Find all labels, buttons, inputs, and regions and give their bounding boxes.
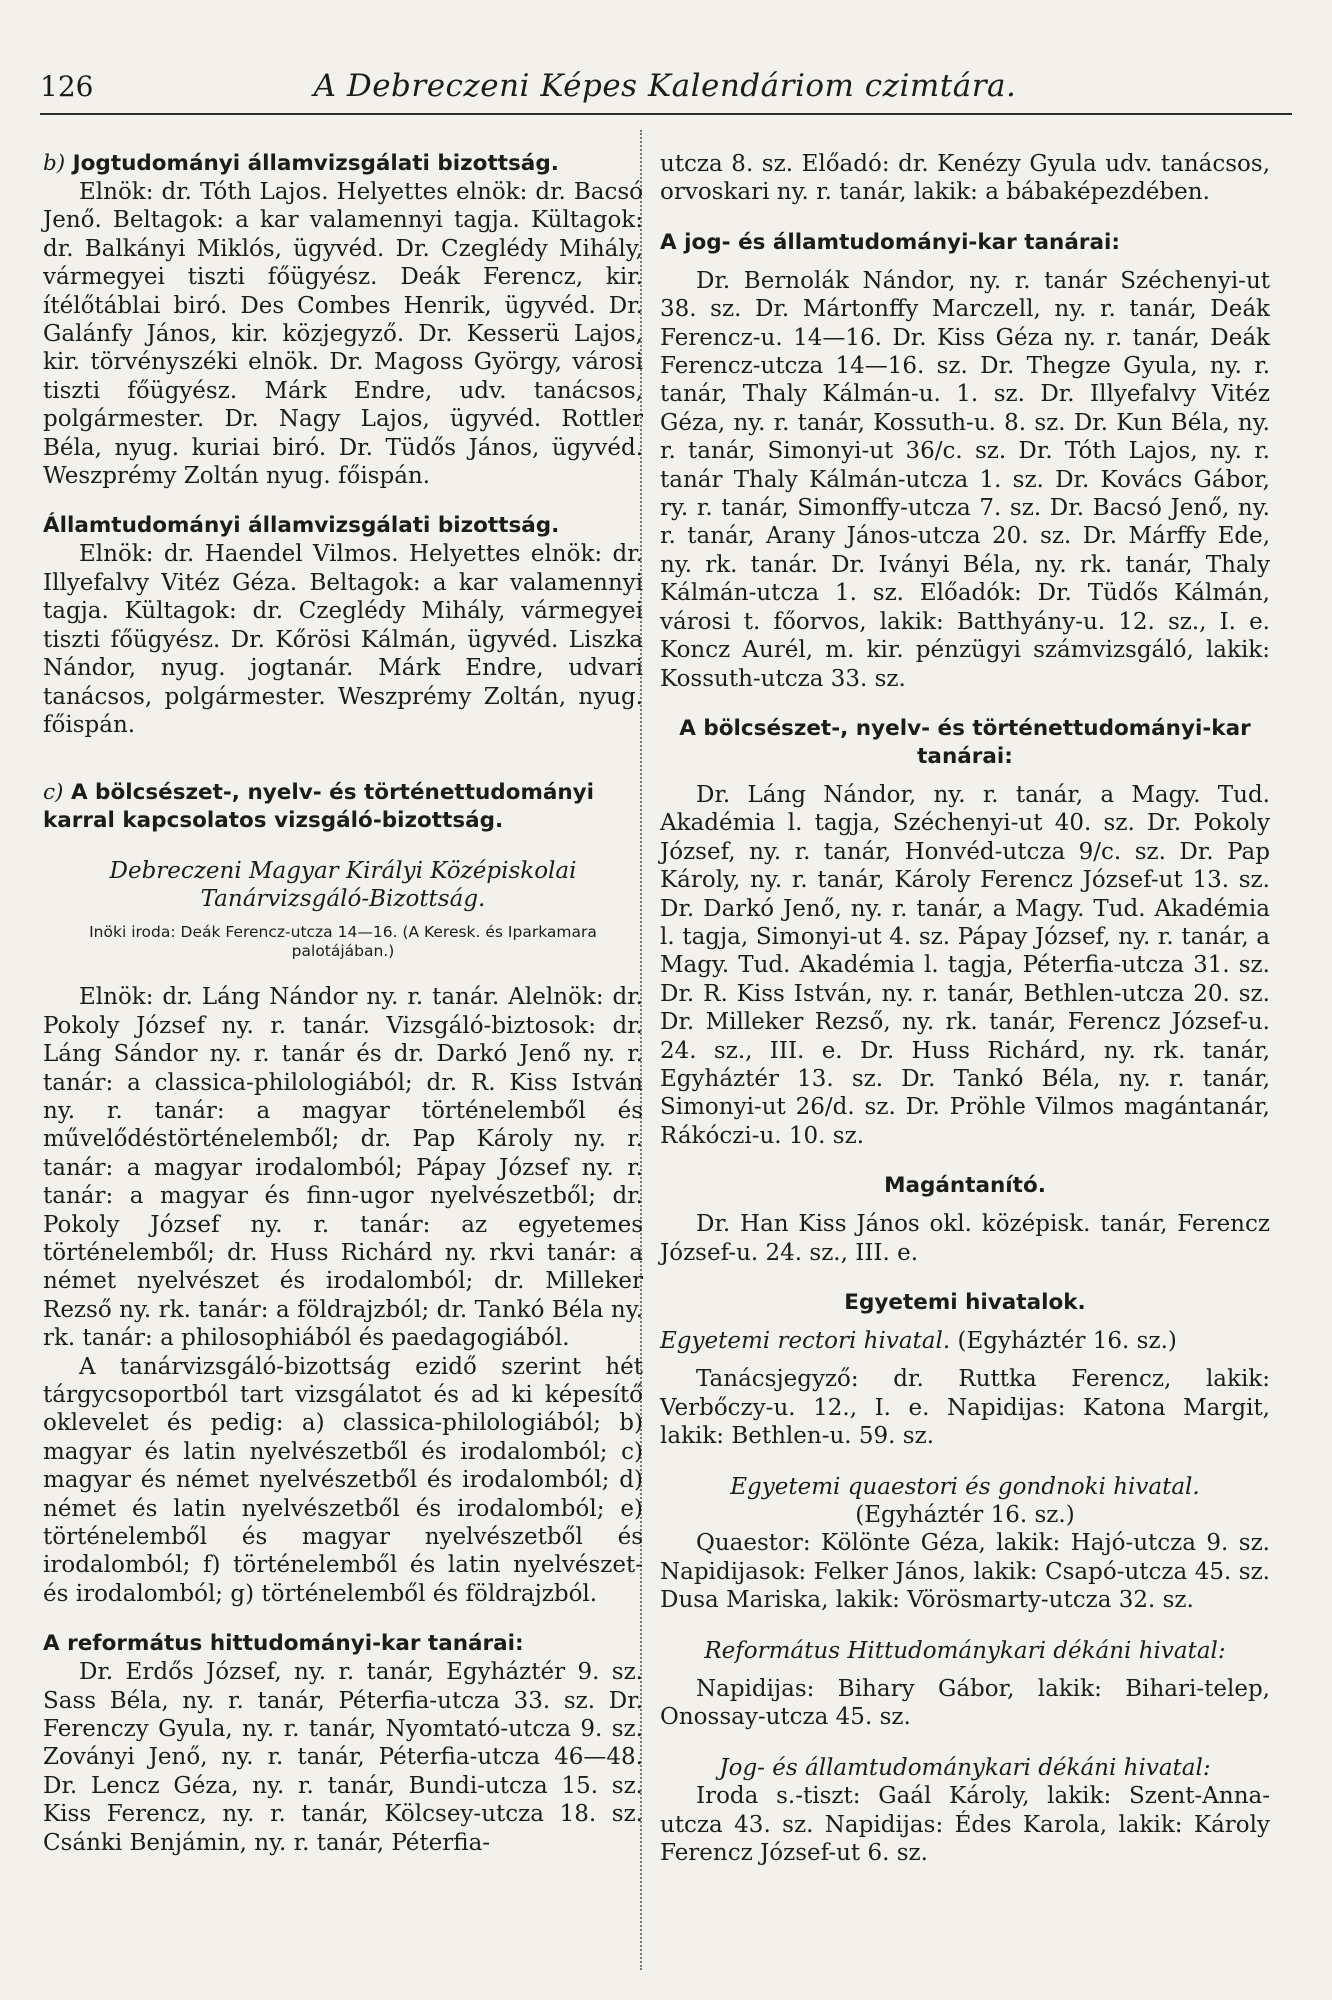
running-title: A Debreczeni Képes Kalendáriom czimtára. [313, 68, 1017, 104]
rector-address: (Egyháztér 16. sz.) [950, 1328, 1177, 1354]
quaestor-address: (Egyháztér 16. sz.) [855, 1502, 1075, 1529]
bolcs-section-title: A bölcsészet-, nyelv- és történettudományi-kar tanárai: [679, 715, 1251, 769]
rector-body: Tanácsjegyző: dr. Ruttka Ferencz, lakik: Verbőczy-u. 12., I. e. Napidijas: Katona Margit, lakik: Bethlen-u. 59. sz. [660, 1366, 1270, 1450]
right-column [660, 140, 1270, 1868]
section-c-body-1: Elnök: dr. Láng Nándor ny. r. tanár. Alelnök: dr. Pokoly József ny. r. tanár. Vizsgáló-biztosok: dr. Láng Sándor ny. r. tanár és dr. Darkó Jenő ny. r. tanár: a classica-philologiából; dr. R. Kiss István ny. r. tanár: a magyar történelemből és művelődéstörténelemből; dr. Pap Károly ny. r. tanár: a magyar irodalomból; Pápay József ny. r. tanár: a magyar és finn-ugor nyelvészetből; dr. Pokoly József ny. r. tanár: az egyetemes történelemből; dr. Huss Richárd ny. rkvi tanár: a német nyelvészet és irodalomból; dr. Milleker Rezső ny. rk. tanár: a földrajzból; dr. Tankó Béla ny. rk. tanár: a philosophiából és paedagogiából. [43, 984, 643, 1352]
office-note: Inöki iroda: Deák Ferencz-utcza 14—16. (A Keresk. és Iparkamara palotájában.) [89, 923, 597, 961]
section-b-title [43, 150, 643, 178]
rector-heading [660, 1327, 1270, 1355]
header-rule [40, 113, 1292, 115]
ref-dekan-title: Református Hittudománykari dékáni hivatal: [704, 1637, 1226, 1664]
page-number: 126 [40, 70, 94, 103]
section-c-title [43, 779, 643, 835]
section-c-subtitle: Debreczeni Magyar Királyi Középiskolai Tanárvizsgáló-Bizottság. [109, 858, 577, 913]
reformatus-section-title: A református hittudományi-kar tanárai: [43, 1631, 524, 1657]
bolcs-section-body: Dr. Láng Nándor, ny. r. tanár, a Magy. Tud. Akadémia l. tagja, Széchenyi-ut 40. sz. Dr. Pokoly József, ny. r. tanár, Honvéd-utcza 9/c. sz. Dr. Pap Károly, ny. r. tanár, Károly Ferencz József-ut 13. sz. Dr. Darkó Jenő, ny. r. tanár, a Magy. Tud. Akadémia l. tagja, Simonyi-ut 4. sz. Pápay József, ny. r. tanár, a Magy. Tud. Akadémia l. tagja, Péterfia-utcza 31. sz. Dr. R. Kiss István, ny. r. tanár, Bethlen-utcza 20. sz. Dr. Milleker Rezső, ny. rk. tanár, Ferencz József-u. 24. sz., III. e. Dr. Huss Richárd, ny. rk. tanár, Egyháztér 13. sz. Dr. Tankó Béla, ny. r. tanár, Simonyi-ut 26/d. sz. Dr. Pröhle Vilmos magántanár, Rákóczi-u. 10. sz. [660, 781, 1270, 1149]
section-b-body: Elnök: dr. Tóth Lajos. Helyettes elnök: dr. Bacsó Jenő. Beltagok: a kar valamennyi tagja. Kültagok: dr. Balkányi Miklós, ügyvéd. Dr. Czeglédy Mihály, vármegyei tiszti főügyész. Deák Ferencz, kir. ítélőtáblai biró. Des Combes Henrik, ügyvéd. Dr. Galánfy János, kir. közjegyző. Dr. Kesserü Lajos, kir. törvényszéki elnök. Dr. Magoss György, városi tiszti főügyész. Márk Endre, udv. tanácsos, polgármester. Dr. Nagy Lajos, ügyvéd. Rottler Béla, nyug. kuriai biró. Dr. Tüdős János, ügyvéd. Weszprémy Zoltán nyug. főispán. [43, 179, 643, 490]
section-c-label: c) [43, 780, 64, 806]
egyetemi-section-title: Egyetemi hivatalok. [844, 1290, 1086, 1315]
jog-dekan-body: Iroda s.-tiszt: Gaál Károly, lakik: Szent-Anna-utcza 43. sz. Napidijas: Édes Karola, lakik: Károly Ferencz József-ut 6. sz. [660, 1783, 1270, 1867]
quaestor-body: Quaestor: Kölönte Géza, lakik: Hajó-utcza 9. sz. Napidijasok: Felker János, lakik: Csapó-utcza 45. sz. Dusa Mariska, lakik: Vörösmarty-utcza 32. sz. [660, 1530, 1270, 1614]
section-b-heading: Jogtudományi államvizsgálati bizottság. [72, 151, 559, 176]
left-column [43, 140, 643, 1857]
quaestor-title: Egyetemi quaestori és gondnoki hivatal. [730, 1473, 1200, 1500]
magan-section-title: Magántanító. [884, 1173, 1046, 1199]
rector-title: Egyetemi rectori hivatal. [660, 1328, 951, 1354]
jog-section-body: Dr. Bernolák Nándor, ny. r. tanár Széchenyi-ut 38. sz. Dr. Mártonffy Marczell, ny. r. tanár, Deák Ferencz-u. 14—16. Dr. Kiss Géza ny. r. tanár, Deák Ferencz-utcza 14—16. sz. Dr. Thegze Gyula, ny. r. tanár, Thaly Kálmán-u. 1. sz. Dr. Illyefalvy Vitéz Géza, ny. r. tanár, Kossuth-u. 8. sz. Dr. Kun Béla, ny. r. tanár, Simonyi-ut 36/c. sz. Dr. Tóth Lajos, ny. r. tanár Thaly Kálmán-utcza 1. sz. Dr. Kovács Gábor, ry. r. tanár, Simonffy-utcza 7. sz. Dr. Bacsó Jenő, ny. r. tanár, Arany János-utcza 20. sz. Dr. Márffy Ede, ny. rk. tanár. Dr. Iványi Béla, ny. rk. tanár, Thaly Kálmán-utcza 1. sz. Előadók: Dr. Tüdős Kálmán, városi t. főorvos, lakik: Batthyány-u. 12. sz., I. e. Koncz Aurél, m. kir. pénzügyi számvizsgáló, lakik: Kossuth-utcza 33. sz. [660, 267, 1270, 692]
continuation-text: utcza 8. sz. Előadó: dr. Kenézy Gyula udv. tanácsos, orvoskari ny. r. tanár, lakik: a bábaképezdében. [660, 151, 1270, 206]
jog-section-title: A jog- és államtudományi-kar tanárai: [660, 229, 1120, 255]
page-header [40, 60, 1290, 110]
jog-dekan-title: Jog- és államtudománykari dékáni hivatal: [719, 1754, 1211, 1781]
section-c-heading: A bölcsészet-, nyelv- és történettudományi karral kapcsolatos vizsgáló-bizottság. [43, 780, 595, 834]
magan-section-body: Dr. Han Kiss János okl. középisk. tanár, Ferencz József-u. 24. sz., III. e. [660, 1211, 1270, 1266]
allamtud-section-title: Államtudományi államvizsgálati bizottság. [43, 513, 560, 539]
ref-dekan-body: Napidijas: Bihary Gábor, lakik: Bihari-telep, Onossay-utcza 45. sz. [660, 1676, 1270, 1731]
section-b-label: b) [43, 151, 66, 176]
allamtud-section-body: Elnök: dr. Haendel Vilmos. Helyettes elnök: dr. Illyefalvy Vitéz Géza. Beltagok: a kar valamennyi tagja. Kültagok: dr. Czeglédy Mihály, vármegyei tiszti főügyész. Dr. Kőrösi Kálmán, ügyvéd. Liszka Nándor, nyug. jogtanár. Márk Endre, udvari tanácsos, polgármester. Weszprémy Zoltán, nyug. főispán. [43, 541, 643, 738]
section-c-body-2: A tanárvizsgáló-bizottság ezidő szerint hét tárgycsoportból tart vizsgálatot és ad ki képesítő oklevelet és pedig: a) classica-philologiából; b) magyar és latin nyelvészetből és irodalomból; c) magyar és német nyelvészetből és irodalomból; d) német és latin nyelvészetből és irodalomból; e) történelemből és magyar nyelvészetből és irodalomból; f) történelemből és latin nyelvészet- és irodalomból; g) történelemből és földrajzból. [43, 1353, 643, 1607]
reformatus-section-body: Dr. Erdős József, ny. r. tanár, Egyháztér 9. sz. Sass Béla, ny. r. tanár, Péterfia-utcza 33. sz. Dr. Ferenczy Gyula, ny. r. tanár, Nyomtató-utcza 9. sz. Zoványi Jenő, ny. r. tanár, Péterfia-utcza 46—48. Dr. Lencz Géza, ny. r. tanár, Bundi-utcza 15. sz. Kiss Ferencz, ny. r. tanár, Kölcsey-utcza 18. sz. Csánki Benjámin, ny. r. tanár, Péterfia- [43, 1659, 643, 1856]
